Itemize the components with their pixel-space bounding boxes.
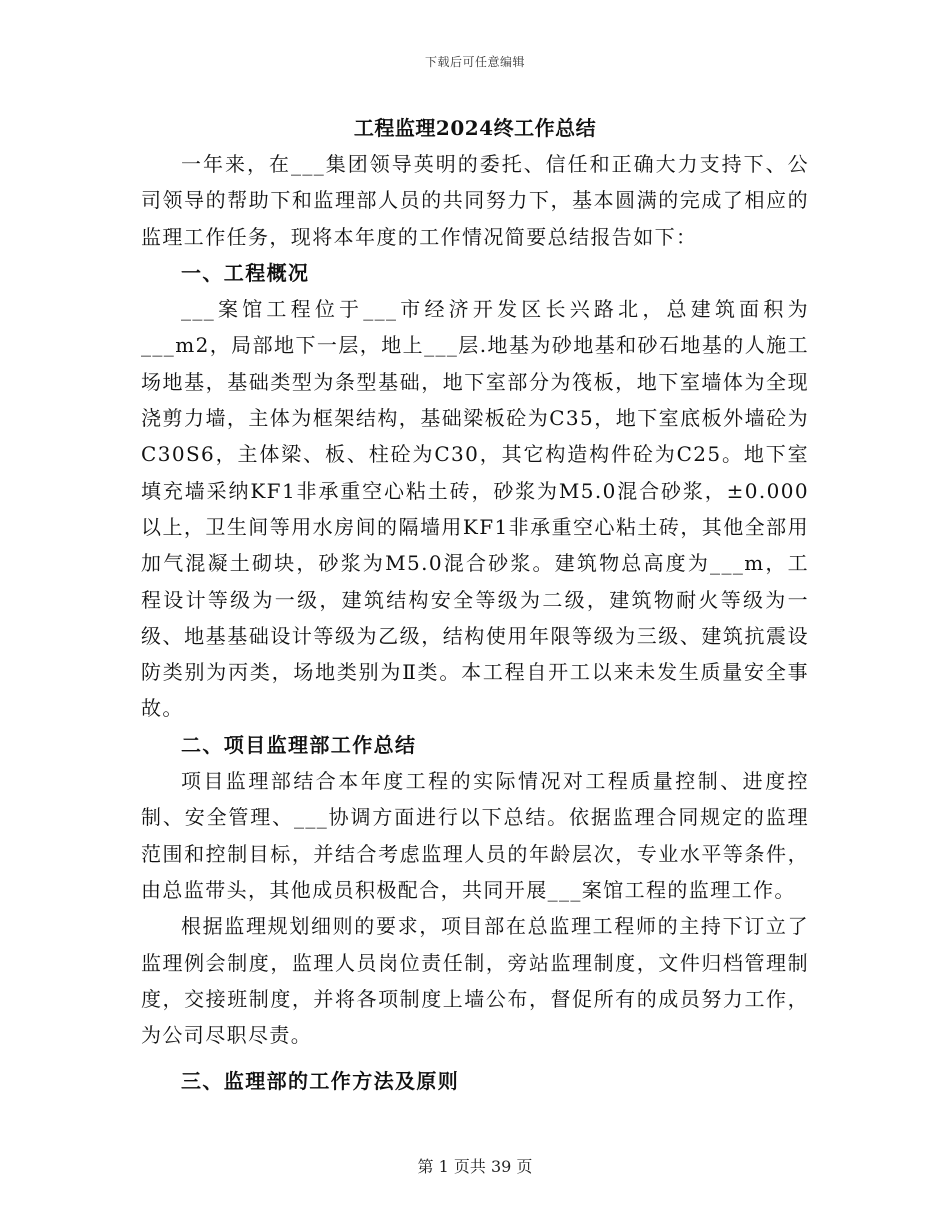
section-heading-supervision-summary: 二、项目监理部工作总结 [181, 732, 417, 757]
document-body [141, 146, 809, 1100]
intro-paragraph: 一年来，在___集团领导英明的委托、信任和正确大力支持下、公司领导的帮助下和监理部人员的共同努力下，基本圆满的完成了相应的监理工作任务，现将本年度的工作情况简要总结报告如下： [141, 152, 809, 249]
page-number: 第 1 页共 39 页 [417, 1157, 533, 1176]
supervision-summary-paragraph-2: 根据监理规划细则的要求，项目部在总监理工程师的主持下订立了监理例会制度，监理人员岗位责任制，旁站监理制度，文件归档管理制度，交接班制度，并将各项制度上墙公布，督促所有的成员努力工作，为公司尽职尽责。 [141, 914, 809, 1048]
document-title: 工程监理2024终工作总结 [353, 116, 597, 140]
section-heading-methods: 三、监理部的工作方法及原则 [181, 1069, 460, 1094]
supervision-summary-paragraph-1: 项目监理部结合本年度工程的实际情况对工程质量控制、进度控制、安全管理、___协调方面进行以下总结。依据监理合同规定的监理范围和控制目标，并结合考虑监理人员的年龄层次，专业水平等条件，由总监带头，其他成员积极配合，共同开展___案馆工程的监理工作。 [141, 769, 809, 902]
overview-paragraph: ___案馆工程位于___市经济开发区长兴路北，总建筑面积为___m2，局部地下一层，地上___层.地基为砂地基和砂石地基的人施工场地基，基础类型为条型基础，地下室部分为筏板，地下室墙体为全现浇剪力墙，主体为框架结构，基础梁板砼为C35，地下室底板外墙砼为C30S6，主体梁、板、柱砼为C30，其它构造构件砼为C25。地下室填充墙采纳KF1非承重空心粘土砖，砂浆为M5.0混合砂浆，±0.000以上，卫生间等用水房间的隔墙用KF1非承重空心粘土砖，其他全部用加气混凝土砌块，砂浆为M5.0混合砂浆。建筑物总高度为___m，工程设计等级为一级，建筑结构安全等级为二级，建筑物耐火等级为一级、地基基础设计等级为乙级，结构使用年限等级为三级、建筑抗震设防类别为丙类，场地类别为Ⅱ类。本工程自开工以来未发生质量安全事故。 [141, 297, 809, 721]
download-note: 下载后可任意编辑 [424, 55, 525, 69]
section-heading-overview: 一、工程概况 [181, 260, 310, 285]
